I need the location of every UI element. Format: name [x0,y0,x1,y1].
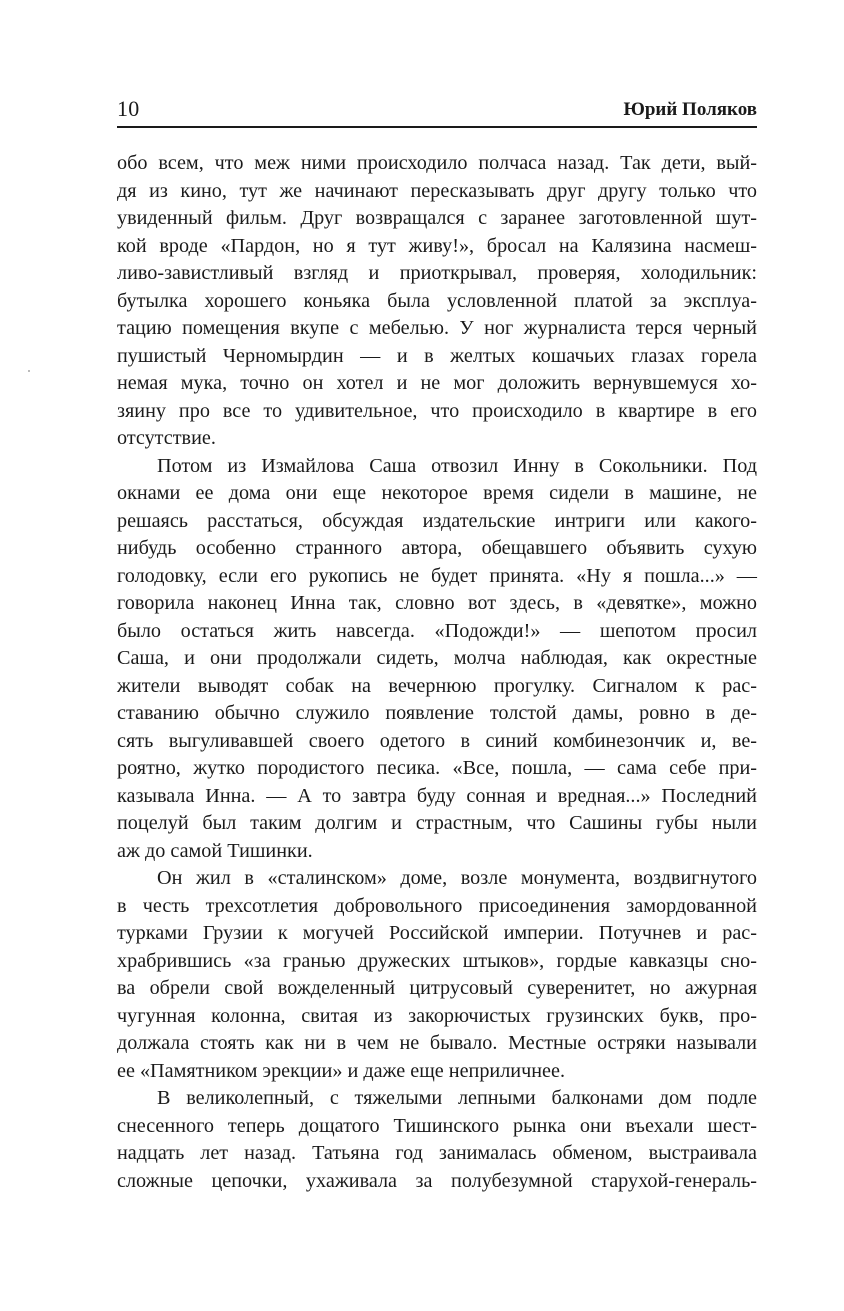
page-number: 10 [117,96,140,121]
text-line: нибудь особенно странного автора, обещавшего объявить сухую [117,537,757,559]
text-line: ее «Памятником эрекции» и даже еще неприличнее. [117,1059,566,1082]
text-line: было остаться жить навсегда. «Подожди!» — шепотом просил [117,619,757,642]
text-line: отсутствие. [117,427,216,449]
text-line: храбрившись «за гранью дружеских штыков», гордые кавказцы сно- [117,949,757,972]
text-line: ставанию обычно служило появление толстой дамы, ровно в де- [117,702,757,724]
margin-mark [28,370,30,372]
text-line: снесенного теперь дощатого Тишинского рынка они въехали шест- [117,1114,757,1137]
paragraph-first-line: Потом из Измайлова Саша отвозил Инну в Сокольники. Под [157,454,757,477]
text-line: тацию помещения вкупе с мебелью. У ног журналиста терся черный [117,317,757,339]
running-head-author: Юрий Поляков [623,99,757,120]
text-line: должала стоять как ни в чем не бывало. Местные остряки называли [117,1032,757,1054]
text-line: Саша, и они продолжали сидеть, молча наблюдая, как окрестные [117,647,757,669]
text-line: обо всем, что меж ними происходило полчаса назад. Так дети, вый- [117,152,757,174]
paragraph-first-line: В великолепный, с тяжелыми лепными балконами дом подле [157,1087,757,1109]
text-line: окнами ее дома они еще некоторое время сидели в машине, не [117,482,757,504]
text-line: немая мука, точно он хотел и не мог доложить вернувшемуся хо- [117,372,757,394]
text-line: голодовку, если его рукопись не будет принята. «Ну я пошла...» — [117,564,757,587]
text-line: решаясь расстаться, обсуждая издательские интриги или какого- [117,509,757,532]
text-line: роятно, жутко породистого песика. «Все, пошла, — сама себе при- [117,757,757,779]
text-line: сложные цепочки, ухаживала за полубезумной старухой-генераль- [117,1169,757,1192]
text-line: дя из кино, тут же начинают пересказывать друг другу только что [117,179,757,202]
text-line: говорила наконец Инна так, словно вот здесь, в «девятке», можно [117,592,757,614]
text-line: казывала Инна. — А то завтра буду сонная и вредная...» Последний [117,784,757,807]
text-line: пушистый Черномырдин — и в желтых кошачьих глазах горела [117,344,757,367]
text-line: ливо-завистливый взгляд и приоткрывал, проверяя, холодильник: [117,262,757,284]
text-line: бутылка хорошего коньяка была условленной платой за эксплуа- [117,289,757,312]
text-line: чугунная колонна, свитая из закорючистых грузинских букв, про- [117,1004,757,1027]
text-line: поцелуй был таким долгим и страстным, что Сашины губы ныли [117,812,757,834]
page-body [117,150,757,1195]
text-line: сять выгуливавшей своего одетого в синий комбинезончик и, ве- [117,729,757,752]
text-line: ва обрели свой вожделенный цитрусовый суверенитет, но ажурная [117,977,757,999]
text-line: аж до самой Тишинки. [117,839,313,862]
text-line: увиденный фильм. Друг возвращался с заранее заготовленной шут- [117,207,757,229]
text-line: жители выводят собак на вечернюю прогулку. Сигналом к рас- [117,674,757,697]
running-header [117,92,757,128]
text-line: зяину про все то удивительное, что происходило в квартире в его [117,399,757,422]
text-line: в честь трехсотлетия добровольного присоединения замордованной [117,894,757,917]
paragraph-first-line: Он жил в «сталинском» доме, возле монумента, воздвигнутого [157,867,757,889]
text-line: кой вроде «Пардон, но я тут живу!», бросал на Калязина насмеш- [117,234,757,257]
text-line: надцать лет назад. Татьяна год занималась обменом, выстраивала [117,1142,757,1164]
text-line: турками Грузии к могучей Российской империи. Потучнев и рас- [117,922,757,944]
